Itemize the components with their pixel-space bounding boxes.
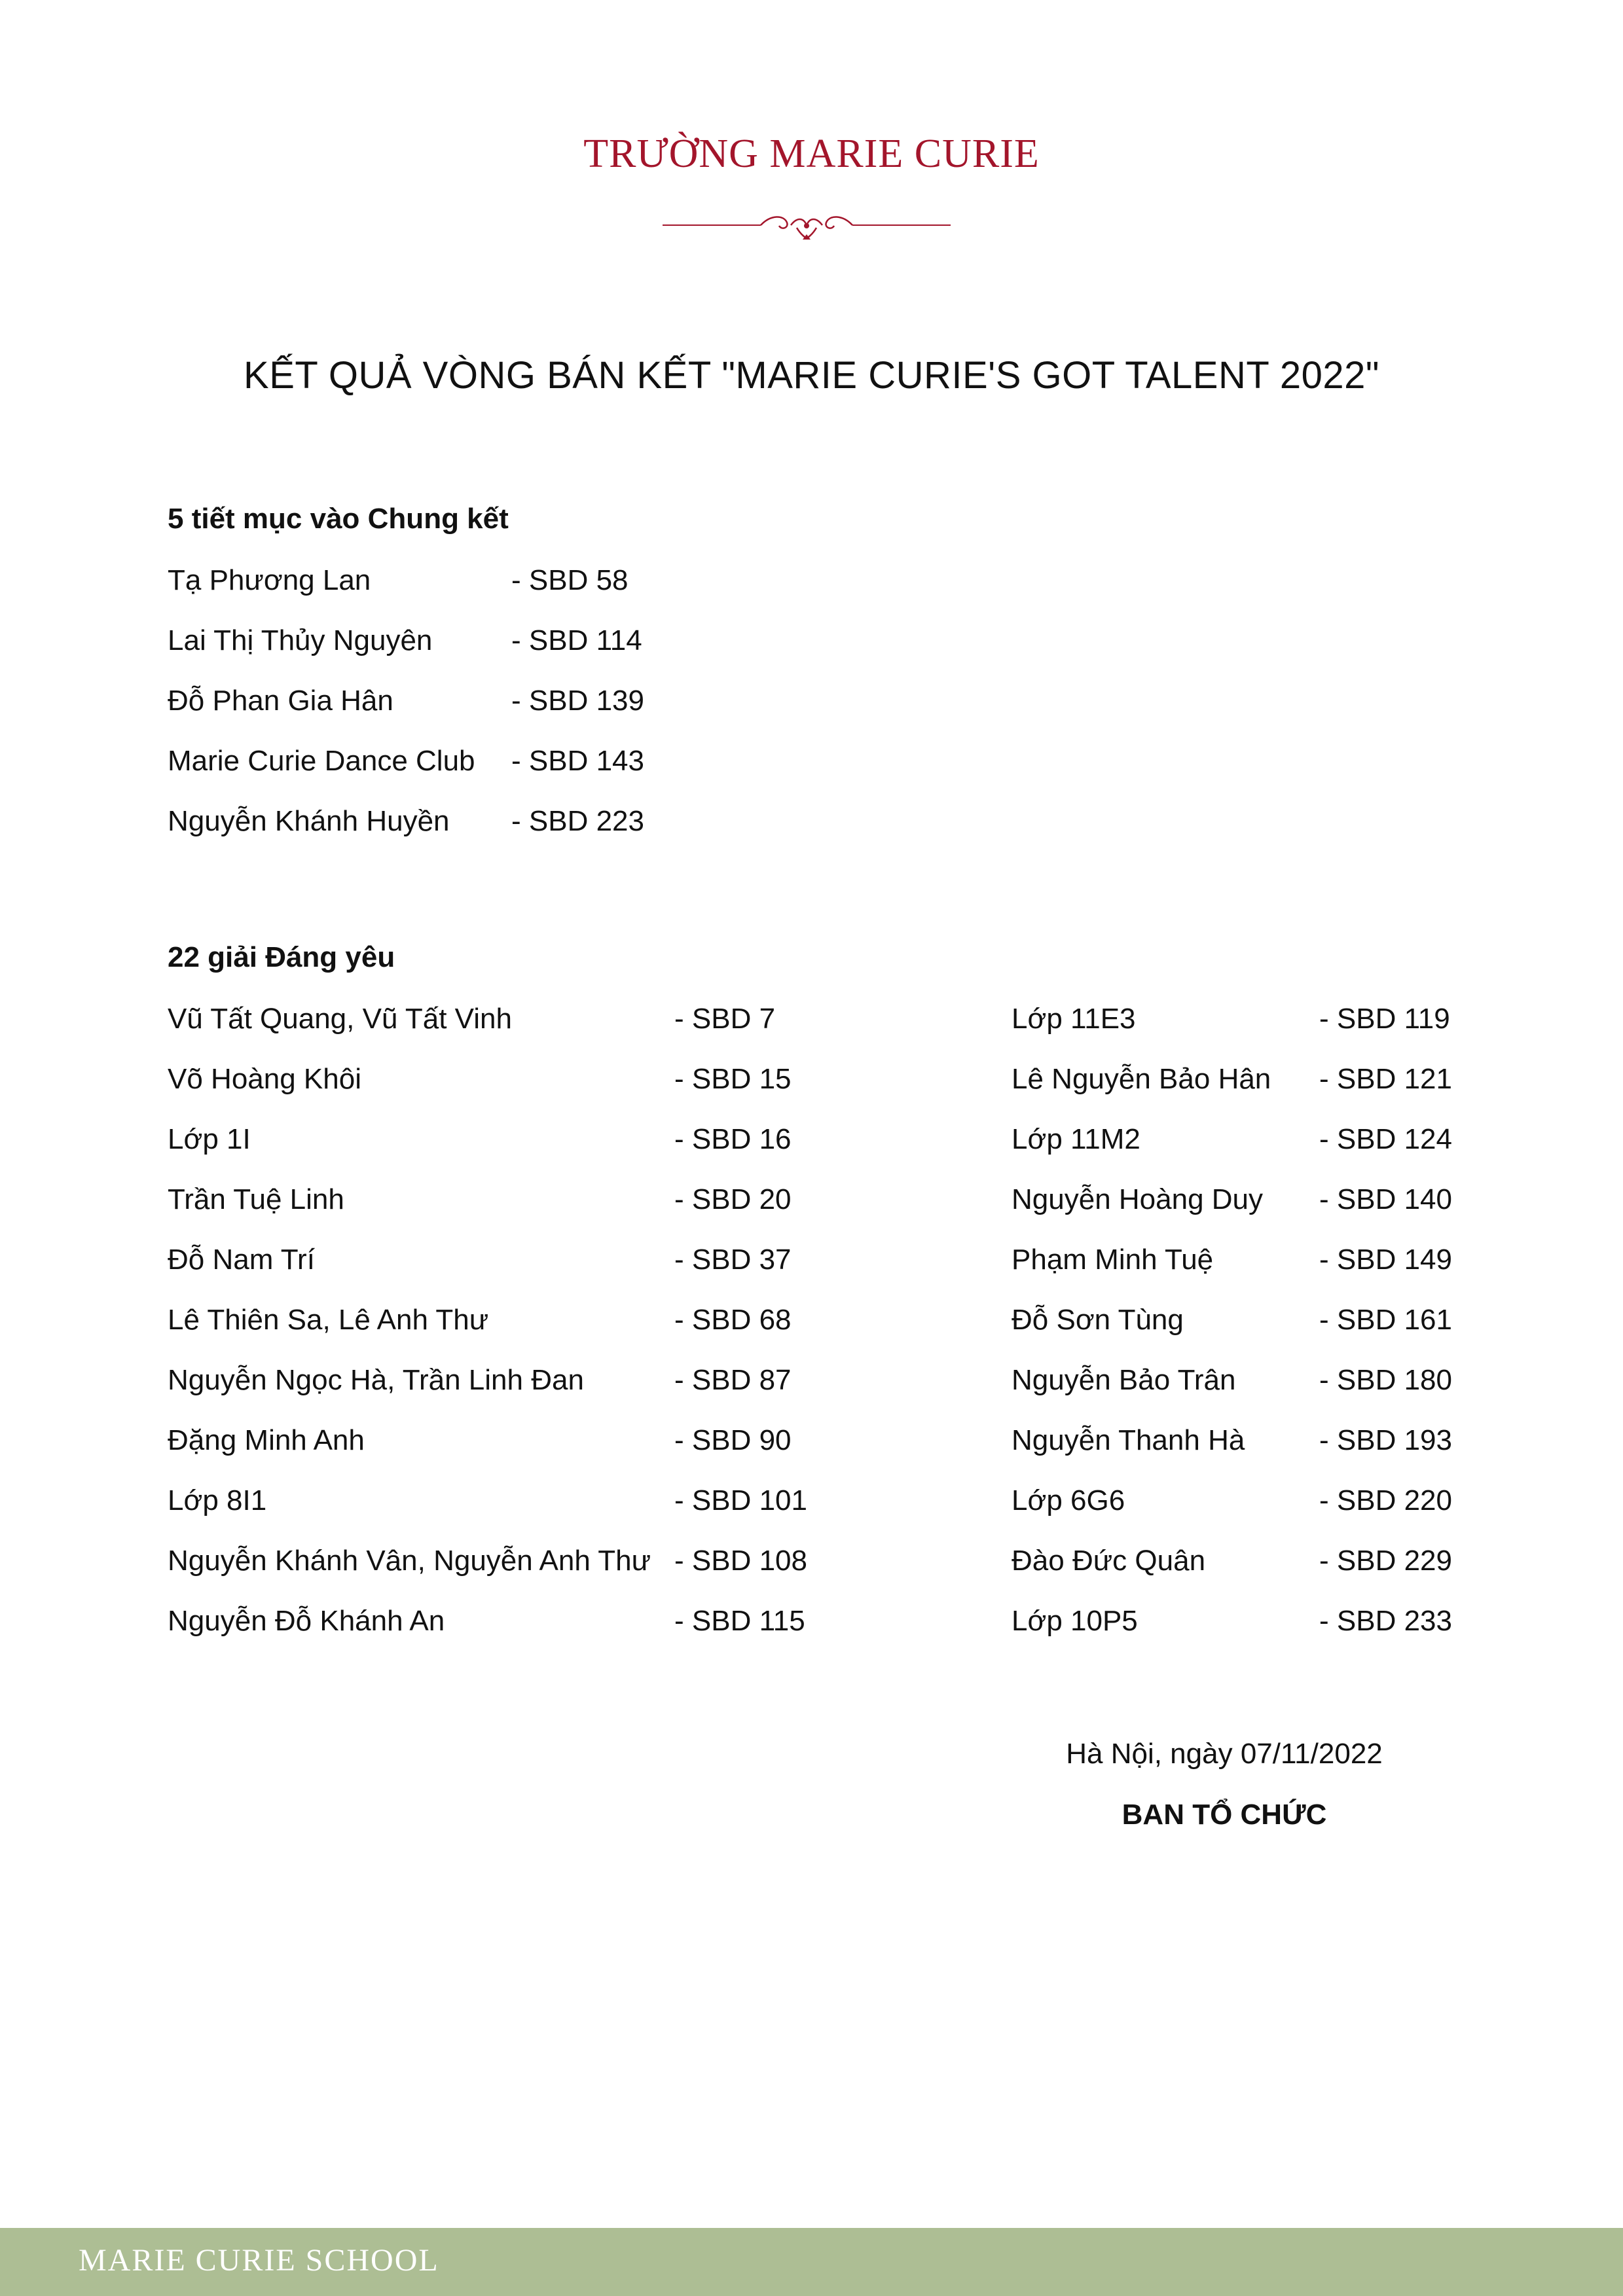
contestant-number: - SBD 229: [1319, 1545, 1452, 1577]
contestant-name: Lớp 11E3: [1012, 1003, 1136, 1035]
contestant-number: - SBD 68: [674, 1304, 792, 1336]
contestant-number: - SBD 37: [674, 1244, 792, 1276]
contestant-number: - SBD 108: [674, 1545, 807, 1577]
contestant-number: - SBD 233: [1319, 1605, 1452, 1637]
document-title: KẾT QUẢ VÒNG BÁN KẾT "MARIE CURIE'S GOT TALENT 2022": [244, 354, 1379, 397]
contestant-name: Tạ Phương Lan: [168, 564, 371, 596]
contestant-name: Đỗ Phan Gia Hân: [168, 685, 393, 717]
contestant-name: Lớp 8I1: [168, 1484, 267, 1516]
contestant-name: Đào Đức Quân: [1012, 1545, 1206, 1577]
place-date: Hà Nội, ngày 07/11/2022: [1066, 1738, 1383, 1770]
contestant-number: - SBD 16: [674, 1123, 792, 1155]
contestant-number: - SBD 101: [674, 1484, 807, 1516]
contestant-name: Marie Curie Dance Club: [168, 745, 475, 777]
contestant-number: - SBD 20: [674, 1183, 792, 1215]
contestant-name: Lớp 1I: [168, 1123, 251, 1155]
contestant-name: Nguyễn Đỗ Khánh An: [168, 1605, 445, 1637]
contestant-name: Lê Thiên Sa, Lê Anh Thư: [168, 1304, 489, 1336]
contestant-name: Nguyễn Ngọc Hà, Trần Linh Đan: [168, 1364, 584, 1396]
contestant-number: - SBD 220: [1319, 1484, 1452, 1516]
contestant-name: Nguyễn Hoàng Duy: [1012, 1183, 1264, 1215]
contestant-name: Lai Thị Thủy Nguyên: [168, 624, 433, 656]
footer-bar: [0, 2228, 1623, 2296]
contestant-number: - SBD 15: [674, 1063, 792, 1095]
contestant-name: Lớp 10P5: [1012, 1605, 1138, 1637]
contestant-name: Lớp 6G6: [1012, 1484, 1125, 1516]
contestant-number: - SBD 58: [511, 564, 629, 596]
contestant-number: - SBD 7: [674, 1003, 776, 1035]
contestant-name: Phạm Minh Tuệ: [1012, 1244, 1214, 1276]
contestant-name: Đỗ Nam Trí: [168, 1244, 315, 1276]
contestant-number: - SBD 115: [674, 1605, 805, 1637]
footer-school-name: MARIE CURIE SCHOOL: [79, 2243, 439, 2278]
contestant-name: Nguyễn Khánh Vân, Nguyễn Anh Thư: [168, 1545, 651, 1577]
organizer-signature: BAN TỔ CHỨC: [1122, 1799, 1327, 1831]
contestant-number: - SBD 143: [511, 745, 644, 777]
contestant-name: Vũ Tất Quang, Vũ Tất Vinh: [168, 1003, 512, 1035]
contestant-number: - SBD 149: [1319, 1244, 1452, 1276]
contestant-name: Nguyễn Bảo Trân: [1012, 1364, 1236, 1396]
contestant-number: - SBD 180: [1319, 1364, 1452, 1396]
contestant-name: Trần Tuệ Linh: [168, 1183, 344, 1215]
contestant-number: - SBD 124: [1319, 1123, 1452, 1155]
awards-heading: 22 giải Đáng yêu: [168, 941, 395, 973]
school-name-header: TRƯỜNG MARIE CURIE: [583, 132, 1040, 176]
contestant-name: Lê Nguyễn Bảo Hân: [1012, 1063, 1271, 1095]
contestant-number: - SBD 193: [1319, 1424, 1452, 1456]
contestant-number: - SBD 140: [1319, 1183, 1452, 1215]
contestant-name: Võ Hoàng Khôi: [168, 1063, 361, 1095]
contestant-name: Đặng Minh Anh: [168, 1424, 365, 1456]
contestant-number: - SBD 114: [511, 624, 642, 656]
contestant-name: Nguyễn Thanh Hà: [1012, 1424, 1245, 1456]
contestant-name: Lớp 11M2: [1012, 1123, 1140, 1155]
contestant-number: - SBD 119: [1319, 1003, 1450, 1035]
contestant-number: - SBD 161: [1319, 1304, 1452, 1336]
contestant-number: - SBD 223: [511, 805, 644, 837]
contestant-number: - SBD 139: [511, 685, 644, 717]
contestant-number: - SBD 121: [1319, 1063, 1452, 1095]
contestant-number: - SBD 87: [674, 1364, 792, 1396]
contestant-name: Đỗ Sơn Tùng: [1012, 1304, 1184, 1336]
contestant-number: - SBD 90: [674, 1424, 792, 1456]
flourish-divider-icon: [663, 208, 951, 245]
contestant-name: Nguyễn Khánh Huyền: [168, 805, 450, 837]
finalists-heading: 5 tiết mục vào Chung kết: [168, 503, 509, 535]
